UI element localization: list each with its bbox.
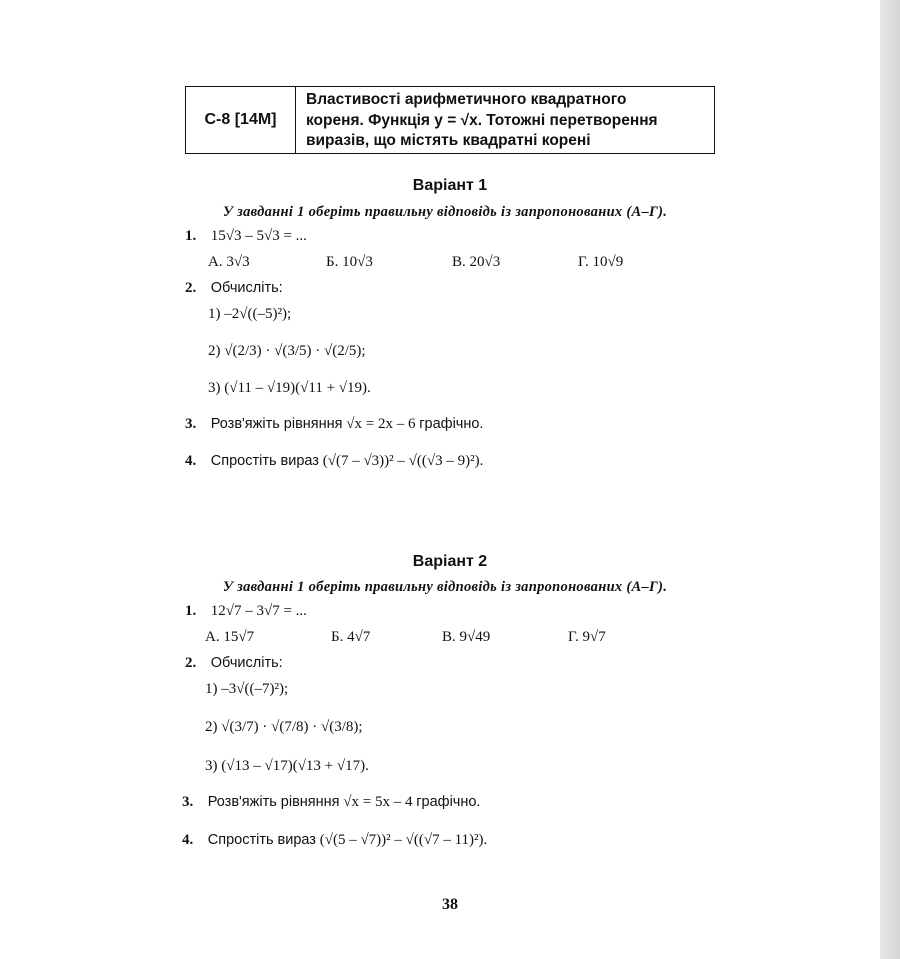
v1-task-2-item-2: 2) √(2/3) · √(3/5) · √(2/5); <box>208 343 366 359</box>
v2-task-4 <box>182 829 487 851</box>
v1-option-g: Г. 10√9 <box>578 254 624 270</box>
topic-title <box>296 87 714 153</box>
v2-task-3-number: 3. <box>182 794 194 810</box>
v1-task-2-item-3: 3) (√11 – √19)(√11 + √19). <box>208 380 371 396</box>
v2-task-1-expression: 12√7 – 3√7 = ... <box>210 603 307 619</box>
v2-task-2-item-1: 1) –3√((–7)²); <box>205 681 289 697</box>
v1-task-4-expression: (√(7 – √3))² – √((√3 – 9)²). <box>322 453 484 469</box>
v2-option-g: Г. 9√7 <box>568 629 606 645</box>
v1-task-3-label: Розв'яжіть рівняння <box>210 416 343 432</box>
v2-task-3-label: Розв'яжіть рівняння <box>207 794 340 810</box>
v2-task-4-number: 4. <box>182 832 194 848</box>
v1-option-b: Б. 10√3 <box>326 254 373 270</box>
v2-task-2-item-2: 2) √(3/7) · √(7/8) · √(3/8); <box>205 719 363 735</box>
v2-task-4-label: Спростіть вираз <box>207 832 316 848</box>
variant-1-instruction: У завданні 1 оберіть правильну відповідь із запропонованих (А–Г). <box>222 204 668 220</box>
v1-task-2 <box>185 277 283 299</box>
v2-task-4-expression: (√(5 – √7))² – √((√7 – 11)²). <box>319 832 488 848</box>
v2-task-2-item-3: 3) (√13 – √17)(√13 + √17). <box>205 758 369 774</box>
v1-task-4-number: 4. <box>185 453 197 469</box>
topic-code: С-8 [14М] <box>186 87 296 153</box>
v1-task-3 <box>185 413 483 435</box>
v2-task-3-equation: √x = 5x – 4 <box>343 794 413 810</box>
topic-title-line-2: кореня. Функція y = √x. Тотожні перетворення <box>306 111 658 129</box>
v1-task-4-label: Спростіть вираз <box>210 453 319 469</box>
topic-title-line-3: виразів, що містять квадратні корені <box>306 132 591 149</box>
variant-1-title: Варіант 1 <box>412 177 488 194</box>
v2-option-v: В. 9√49 <box>442 629 491 645</box>
v1-task-2-item-1: 1) –2√((–5)²); <box>208 306 292 322</box>
page-shadow-edge <box>880 0 900 959</box>
v2-task-2-label: Обчисліть: <box>210 655 283 671</box>
v1-option-a: А. 3√3 <box>208 254 250 270</box>
topic-title-line-1: Властивості арифметичного квадратного <box>306 91 627 108</box>
v1-task-1 <box>185 225 307 247</box>
v2-task-3-tail: графічно. <box>416 794 481 810</box>
v2-task-1-number: 1. <box>185 603 197 619</box>
v2-task-2 <box>185 652 283 674</box>
variant-2-instruction: У завданні 1 оберіть правильну відповідь із запропонованих (А–Г). <box>222 579 668 595</box>
v1-task-2-number: 2. <box>185 280 197 296</box>
v2-task-1 <box>185 600 307 622</box>
topic-header <box>185 86 715 154</box>
page-number: 38 <box>442 896 458 913</box>
v2-option-a: А. 15√7 <box>205 629 255 645</box>
v1-task-3-number: 3. <box>185 416 197 432</box>
v1-task-4 <box>185 450 483 472</box>
v1-task-1-expression: 15√3 – 5√3 = ... <box>210 228 307 244</box>
v1-option-v: В. 20√3 <box>452 254 501 270</box>
v2-task-3 <box>182 791 480 813</box>
v2-task-2-number: 2. <box>185 655 197 671</box>
v1-task-1-number: 1. <box>185 228 197 244</box>
v1-task-3-tail: графічно. <box>419 416 484 432</box>
v2-option-b: Б. 4√7 <box>331 629 371 645</box>
variant-2-title: Варіант 2 <box>412 553 488 570</box>
v1-task-2-label: Обчисліть: <box>210 280 283 296</box>
v1-task-3-equation: √x = 2x – 6 <box>346 416 416 432</box>
